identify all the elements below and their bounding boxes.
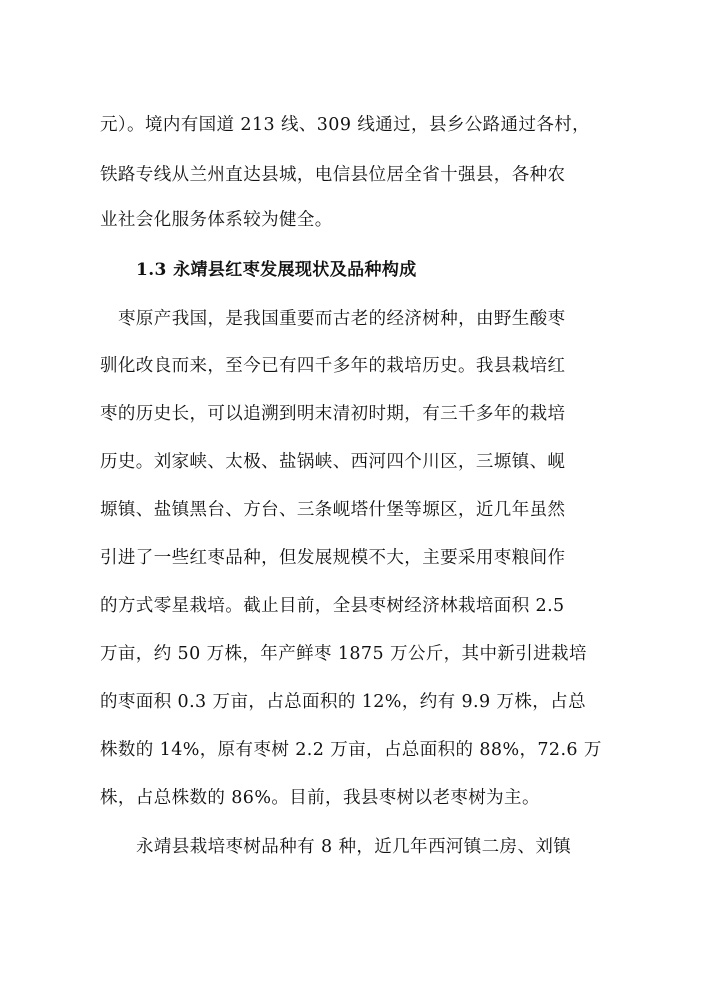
paragraph-main-line-11: 株，占总株数的 86%。目前，我县枣树以老枣树为主。 [100,788,540,808]
paragraph-main-line-10: 株数的 14%，原有枣树 2.2 万亩，占总面积的 88%，72.6 万 [100,740,602,760]
paragraph-main-line-2: 驯化改良而来，至今已有四千多年的栽培历史。我县栽培红 [100,356,566,376]
section-heading: 1.3 永靖县红枣发展现状及品种构成 [136,260,417,280]
paragraph-main-line-6: 引进了一些红枣品种，但发展规模不大，主要采用枣粮间作 [100,548,566,568]
paragraph-main-line-7: 的方式零星栽培。截止目前，全县枣树经济林栽培面积 2.5 [100,596,565,616]
paragraph-last-line-1: 永靖县栽培枣树品种有 8 种，近几年西河镇二房、刘镇 [136,837,572,857]
paragraph-main-line-3: 枣的历史长，可以追溯到明末清初时期，有三千多年的栽培 [100,404,566,424]
paragraph-intro-line-3: 业社会化服务体系较为健全。 [100,210,333,230]
paragraph-main-line-9: 的枣面积 0.3 万亩，占总面积的 12%，约有 9.9 万株，占总 [100,692,586,712]
paragraph-main-line-8: 万亩，约 50 万株，年产鲜枣 1875 万公斤，其中新引进栽培 [100,644,587,664]
paragraph-intro-line-2: 铁路专线从兰州直达县城，电信县位居全省十强县，各种农 [100,165,566,185]
paragraph-intro-line-1: 元）。境内有国道 213 线、309 线通过，县乡公路通过各村， [100,115,591,135]
paragraph-main-line-1: 枣原产我国，是我国重要而古老的经济树种，由野生酸枣 [118,309,566,329]
paragraph-main-line-4: 历史。刘家峡、太极、盐锅峡、西河四个川区，三塬镇、岘 [100,452,566,472]
paragraph-main-line-5: 塬镇、盐镇黑台、方台、三条岘塔什堡等塬区，近几年虽然 [100,500,566,520]
